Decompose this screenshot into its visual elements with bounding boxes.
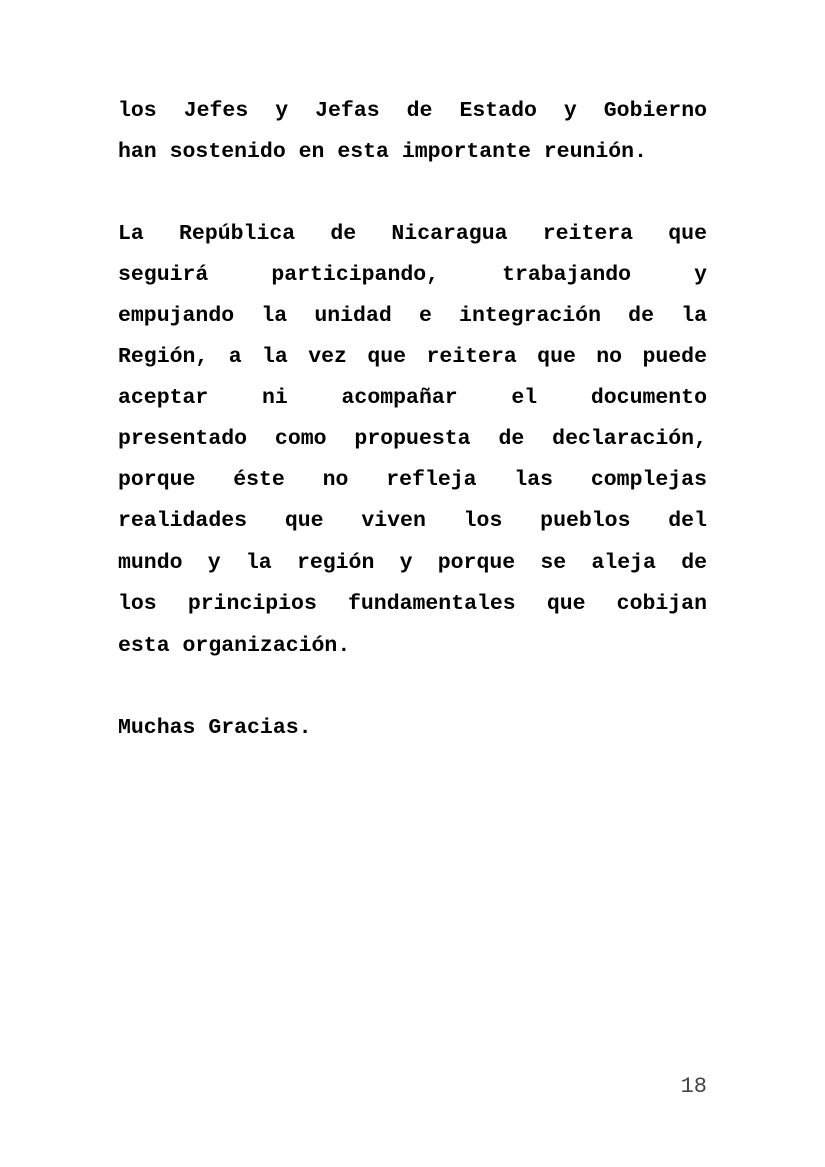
- paragraph-2-line-7: porque éste no refleja las complejas: [118, 468, 707, 492]
- page-number: 18: [680, 1074, 707, 1099]
- paragraph-2-line-10: los principios fundamentales que cobijan: [118, 592, 707, 616]
- paragraph-1-line-2: han sostenido en esta importante reunión.: [118, 140, 647, 164]
- paragraph-2-line-4: Región, a la vez que reitera que no puede: [118, 345, 707, 369]
- paragraph-2-line-1: La República de Nicaragua reitera que: [118, 222, 707, 246]
- paragraph-2-line-2: seguirá participando, trabajando y: [118, 263, 707, 287]
- paragraph-1-line-1: los Jefes y Jefas de Estado y Gobierno: [118, 99, 707, 123]
- paragraph-2-line-3: empujando la unidad e integración de la: [118, 304, 707, 328]
- paragraph-2-line-5: aceptar ni acompañar el documento: [118, 386, 707, 410]
- paragraph-2-line-8: realidades que viven los pueblos del: [118, 509, 707, 533]
- closing-line: Muchas Gracias.: [118, 716, 312, 740]
- paragraph-2-line-6: presentado como propuesta de declaración,: [118, 427, 707, 451]
- paragraph-2-line-11: esta organización.: [118, 634, 351, 658]
- paragraph-2-line-9: mundo y la región y porque se aleja de: [118, 551, 707, 575]
